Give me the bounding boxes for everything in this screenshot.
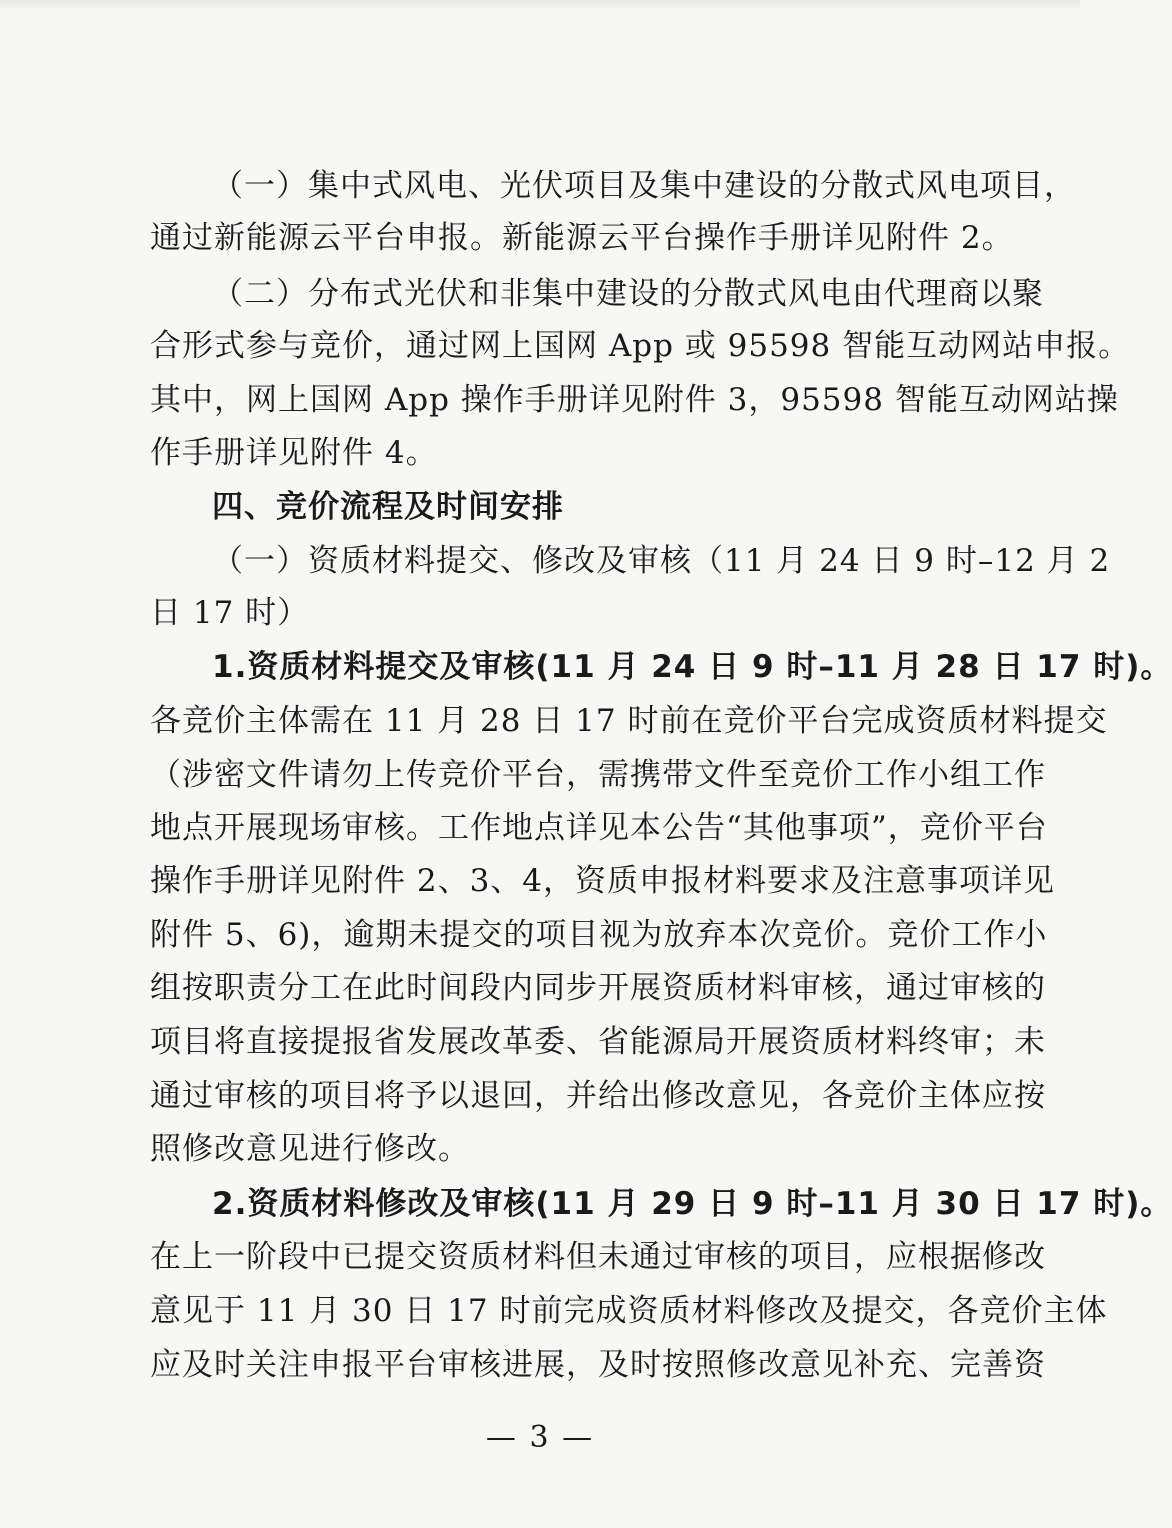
- item-1-line-5: 附件 5、6)，逾期未提交的项目视为放弃本次竞价。竞价工作小: [150, 917, 1048, 953]
- item-1-line-4: 操作手册详见附件 2、3、4，资质申报材料要求及注意事项详见: [150, 863, 1056, 899]
- item-2-line-2: 意见于 11 月 30 日 17 时前完成资质材料修改及提交，各竞价主体: [150, 1293, 1108, 1329]
- page-number: — 3 —: [485, 1420, 595, 1455]
- para-2-line-4: 作手册详见附件 4。: [150, 435, 438, 471]
- item-1-line-1: 各竞价主体需在 11 月 28 日 17 时前在竞价平台完成资质材料提交: [150, 703, 1108, 739]
- item-1-line-6: 组按职责分工在此时间段内同步开展资质材料审核，通过审核的: [150, 970, 1046, 1006]
- para-1-line-1: （一）集中式风电、光伏项目及集中建设的分散式风电项目，: [212, 168, 1076, 204]
- item-1-line-9: 照修改意见进行修改。: [150, 1131, 470, 1167]
- subsection-line-2: 日 17 时）: [150, 595, 310, 631]
- scan-edge-shadow: [0, 0, 1080, 10]
- item-2-line-1: 在上一阶段中已提交资质材料但未通过审核的项目，应根据修改: [150, 1239, 1046, 1275]
- item-1-line-3: 地点开展现场审核。工作地点详见本公告“其他事项”，竞价平台: [150, 810, 1048, 846]
- para-2-line-2: 合形式参与竞价，通过网上国网 App 或 95598 智能互动网站申报。: [150, 328, 1131, 364]
- item-1-line-8: 通过审核的项目将予以退回，并给出修改意见，各竞价主体应按: [150, 1078, 1046, 1114]
- para-2-line-3: 其中，网上国网 App 操作手册详见附件 3，95598 智能互动网站操: [150, 382, 1119, 418]
- section-heading: 四、竞价流程及时间安排: [212, 489, 564, 525]
- item-1-line-7: 项目将直接提报省发展改革委、省能源局开展资质材料终审；未: [150, 1024, 1046, 1060]
- subsection-line-1: （一）资质材料提交、修改及审核（11 月 24 日 9 时–12 月 2: [212, 543, 1111, 579]
- item-2-line-3: 应及时关注申报平台审核进展，及时按照修改意见补充、完善资: [150, 1347, 1046, 1383]
- item-2-lead: 2.资质材料修改及审核(11 月 29 日 9 时–11 月 30 日 17 时)。: [212, 1186, 1172, 1222]
- para-2-line-1: （二）分布式光伏和非集中建设的分散式风电由代理商以聚: [212, 276, 1044, 312]
- para-1-line-2: 通过新能源云平台申报。新能源云平台操作手册详见附件 2。: [150, 220, 1014, 256]
- item-1-line-2: （涉密文件请勿上传竞价平台，需携带文件至竞价工作小组工作: [150, 757, 1046, 793]
- item-1-lead: 1.资质材料提交及审核(11 月 24 日 9 时–11 月 28 日 17 时)。: [212, 649, 1172, 685]
